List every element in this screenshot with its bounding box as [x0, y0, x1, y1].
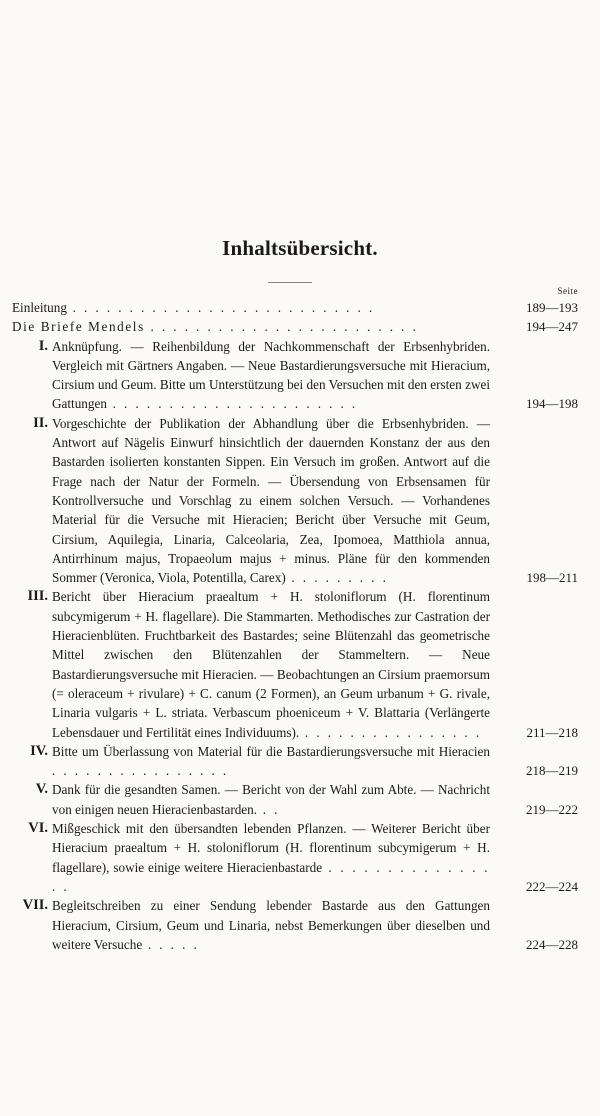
entry-text: Dank für die gesandten Samen. — Bericht von der Wahl zum Abte. — Nachricht von einigen neuen Hieracienbastarden. — [52, 782, 490, 817]
entry-pages: 218—219 — [526, 763, 578, 779]
leader-dots: . . . . . . . . . . . . . . . . — [52, 763, 229, 779]
title-divider — [268, 282, 312, 283]
entry-numeral: VI. — [28, 820, 48, 837]
entry-text: Anknüpfung. — Reihenbildung der Nachkommenschaft der Erbsenhybriden. Vergleich mit Gärtners Angaben. — Neue Bastardierungsversuche mit Hieracium, Cirsium und Geum. Bitte um Unterstützung bei den Versuchen mit den ersten zwei Gattungen — [52, 338, 490, 412]
toc-entry-v — [0, 780, 600, 819]
entry-pages: 211—218 — [526, 724, 578, 740]
entry-pages: 189—193 — [526, 300, 578, 315]
leader-dots: . . . . . . . . . . . . . . . . . . . . . . — [106, 396, 358, 412]
entry-text: Vorgeschichte der Publikation der Abhandlung über die Erbsenhybriden. — Antwort auf Nägelis Einwurf hinsichtlich der dauernden Konstanz der aus den Bastarden isolierten konstanten Sippen. Ein Versuch im großen. Antwort auf die Frage nach der Natur der Formeln. — Übersendung von Erbsensamen für Kontrollversuche und Vorschlag zu einem solchen Versuch. — Vorhandenes Material für die Versuche mit Hieracien; Bericht über Versuche mit Geum, Cirsium, Aquilegia, Linaria, Calceolaria, Zea, Ipomoea, Matthiola annua, Antirrhinum majus, Tropaeolum majus + minus. Pläne für den kommenden Sommer (Veronica, Viola, Potentilla, Carex) — [52, 415, 490, 586]
page-column-header: Seite — [557, 286, 578, 296]
entry-numeral: VII. — [22, 897, 48, 914]
toc-entry-einleitung — [0, 298, 600, 317]
entry-numeral: V. — [35, 781, 48, 798]
leader-dots: . . . . . . . . . . . . . . . . — [299, 724, 482, 740]
toc-entry-iv — [0, 742, 600, 781]
toc-entry-vii — [0, 896, 600, 954]
entry-text: Die Briefe Mendels — [12, 319, 145, 335]
entry-pages: 194—247 — [526, 319, 578, 335]
entry-pages: 194—198 — [526, 396, 578, 412]
leader-dots: . . — [257, 801, 280, 817]
entry-text: Begleitschreiben zu einer Sendung lebender Bastarde aus den Gattungen Hieracium, Cirsium, Geum und Linaria, nebst Bemerkungen über dieselben und weitere Versuche — [52, 898, 490, 952]
entry-pages: 224—228 — [526, 936, 578, 952]
entry-numeral: III. — [27, 588, 48, 605]
entry-pages: 219—222 — [526, 801, 578, 817]
entry-text: Einleitung — [12, 300, 67, 315]
entry-numeral: II. — [33, 414, 48, 431]
toc-entry-iii — [0, 587, 600, 741]
leader-dots: . . . . . . . . . — [285, 570, 389, 586]
entry-text: Bitte um Überlassung von Material für die Bastardierungsversuche mit Hieracien — [52, 743, 490, 759]
toc-entry-briefe — [0, 317, 600, 336]
entry-text: Mißgeschick mit den übersandten lebenden Pflanzen. — Weiterer Bericht über Hieracium praealtum + H. stoloniflorum (H. florentinum subcymigerum + H. flagellare), sowie einige weitere Hieracienbastarde — [52, 821, 490, 875]
toc-entry-ii — [0, 414, 600, 588]
table-of-contents — [0, 298, 600, 954]
toc-entry-vi — [0, 819, 600, 896]
leader-dots: . . . . . . . . . . . . . . . . — [52, 859, 490, 894]
leader-dots: . . . . . — [142, 936, 200, 952]
entry-text: Bericht über Hieracium praealtum + H. stoloniflorum (H. florentinum subcymigerum + H. flagellare). Die Stammarten. Methodisches zur Castration der Hieracienblüten. Fruchtbarkeit des Bastardes; seine Blütenzahl das geometrische Mittel zwischen den Blütenzahlen der Stammeltern. — Neue Bastardierungsversuche mit Hieracien. — Beobachtungen an Cirsium praemorsum (= oleraceum + rivulare) + C. canum (2 Formen), an Geum urbanum + G. rivale, Linaria vulgaris + L. striata. Verbascum phoeniceum + V. Blattaria (Verlängerte Lebensdauer und Fertilität eines Individuums). — [52, 589, 490, 740]
leader-dots: . . . . . . . . . . . . . . . . . . . . . . . . — [144, 319, 419, 335]
page-title: Inhaltsübersicht. — [222, 236, 378, 260]
entry-pages: 222—224 — [526, 878, 578, 894]
entry-numeral: IV. — [30, 742, 48, 759]
toc-entry-i — [0, 337, 600, 414]
entry-numeral: I. — [38, 337, 48, 354]
entry-pages: 198—211 — [526, 570, 578, 586]
leader-dots: . . . . . . . . . . . . . . . . . . . . . . . . . . . — [66, 300, 375, 315]
